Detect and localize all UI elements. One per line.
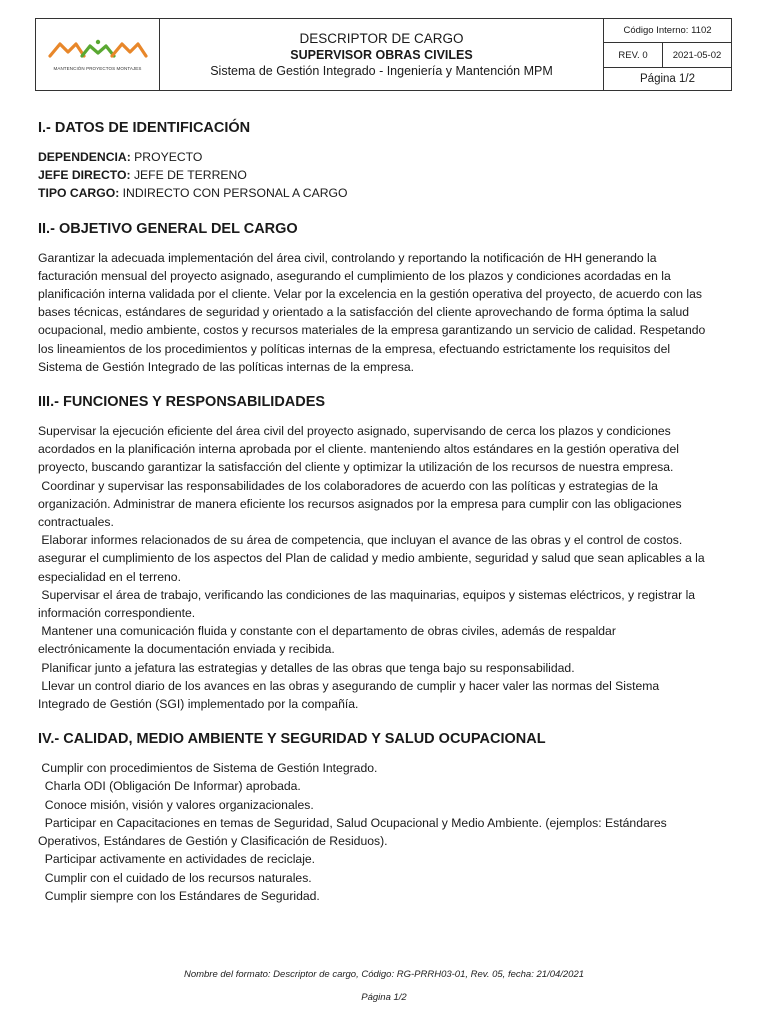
text-line: especialidad en el terreno. [38,569,181,584]
quality-safety-text [38,759,728,905]
header-title-cell [160,19,604,91]
text-line: acordados en la planificación interna aprobada por el cliente. manteniendo altos estándares en la gestión operativa del [38,442,679,457]
text-line: Supervisar la ejecución eficiente del área civil del proyecto asignado, supervisando de cerca los plazos y condiciones [38,424,671,439]
objective-text [38,249,728,376]
logo-cell [36,19,160,91]
revision-date: 2021-05-02 [663,43,732,68]
position-title: SUPERVISOR OBRAS CIVILES [290,47,473,62]
text-line: Garantizar la adecuada implementación del área civil, controlando y reportando la notificación de HH generando la [38,250,657,265]
footer-format-name: Nombre del formato: Descriptor de cargo, Código: RG-PRRH03-01, Rev. 05, fecha: 21/04/2021 [183,969,585,980]
text-line: información correspondiente. [38,606,196,621]
field-jefe-directo [38,166,728,184]
field-value: JEFE DE TERRENO [130,168,247,183]
footer-page-number: Página 1/2 [361,992,407,1003]
document-header [35,18,732,91]
text-line: Llevar un control diario de los avances en las obras y asegurando de cumplir y hacer valer las normas del Sistema [38,678,660,693]
text-line: los lineamientos de los procedimientos y políticas internas de la empresa, efectuando estrictamente los requisitos del [38,341,671,356]
text-line: Operativos, Estándares de Gestión y Clasificación de Residuos). [38,834,388,849]
text-line: planificación interna validada por el cliente. Velar por la excelencia en la gestión operativa del proyecto, de acuerdo con las [38,287,702,302]
text-line: organización. Administrar de manera eficiente los recursos asignados por la empresa para cumplir con las obligaciones [38,496,682,511]
text-line: Cumplir con procedimientos de Sistema de Gestión Integrado. [38,761,378,776]
text-line: Participar en Capacitaciones en temas de Seguridad, Salud Ocupacional y Medio Ambiente. (ejemplos: Estándares [38,815,667,830]
page-number: Página 1/2 [640,73,695,85]
field-label: DEPENDENCIA: [38,150,131,164]
revision: REV. 0 [604,43,663,68]
text-line: Mantener una comunicación fluida y constante con el departamento de obras civiles, además de respaldar [38,624,616,639]
text-line: Planificar junto a jefatura las estrategias y detalles de las obras que tenga bajo su responsabilidad. [38,660,575,675]
logo-subtitle: MANTENCIÓN PROYECTOS MONTAJES [53,66,142,71]
text-line: Participar activamente en actividades de reciclaje. [38,852,316,867]
document-body [38,118,728,905]
field-label: TIPO CARGO: [38,186,120,201]
text-line: Integrado de Gestión (SGI) implementado por la compañía. [38,697,359,712]
text-line: asegurar el cumplimiento de los aspectos del Plan de calidad y medio ambiente, seguridad y salud que sean aplicables a la [38,551,705,566]
mpm-logo-icon [48,38,148,60]
text-line: Sistema de Gestión Integrado de las políticas internas de la empresa. [38,359,414,374]
document-type-title: DESCRIPTOR DE CARGO [299,30,464,46]
field-label: JEFE DIRECTO: [38,168,131,183]
section-heading-identification: I.- DATOS DE IDENTIFICACIÓN [38,120,251,136]
section-heading-objective: II.- OBJETIVO GENERAL DEL CARGO [38,220,298,237]
text-line: proyecto, buscando garantizar la satisfacción del cliente y optimizar la utilización de los recursos de nuestra empresa. [38,460,674,475]
field-value: INDIRECTO CON PERSONAL A CARGO [119,186,348,201]
text-line: Elaborar informes relacionados de su área de competencia, que incluyan el avance de las obras y el control de costos. [38,533,683,548]
text-line: facturación mensual del proyecto asignado, asegurando el cumplimiento de los plazos y condiciones acordadas en la [38,268,671,283]
text-line: bases técnicas, estándares de seguridad y orientado a la satisfacción del cliente aprovechando de forma óptima la salud [38,305,690,320]
internal-code: Código Interno: 1102 [604,19,731,43]
system-title: Sistema de Gestión Integrado - Ingeniería y Mantención MPM [210,63,553,78]
field-value: PROYECTO [130,150,203,164]
section-heading-quality-safety: IV.- CALIDAD, MEDIO AMBIENTE Y SEGURIDAD Y SALUD OCUPACIONAL [38,731,546,748]
text-line: contractuales. [38,515,114,530]
text-line: Cumplir con el cuidado de los recursos naturales. [38,870,312,885]
text-line: Conoce misión, visión y valores organizacionales. [38,797,314,812]
text-line: Coordinar y supervisar las responsabilidades de los colaboradores de acuerdo con las políticas y estrategias de la [38,478,658,493]
text-line: Supervisar el área de trabajo, verificando las condiciones de las maquinarias, equipos y sistemas eléctricos, y registrar la [38,587,696,602]
text-line: Charla ODI (Obligación De Informar) aprobada. [38,779,301,794]
text-line: Cumplir siempre con los Estándares de Seguridad. [38,888,320,903]
field-tipo-cargo [38,184,728,202]
field-dependencia [38,148,728,166]
text-line: electrónicamente la documentación enviada y recibida. [38,642,335,657]
header-meta-cell [604,19,732,91]
functions-text [38,422,728,713]
text-line: ocupacional, medio ambiente, costos y recursos materiales de la empresa garantizando un servicio de calidad. Respetando [38,323,706,338]
section-heading-functions: III.- FUNCIONES Y RESPONSABILIDADES [38,394,326,411]
